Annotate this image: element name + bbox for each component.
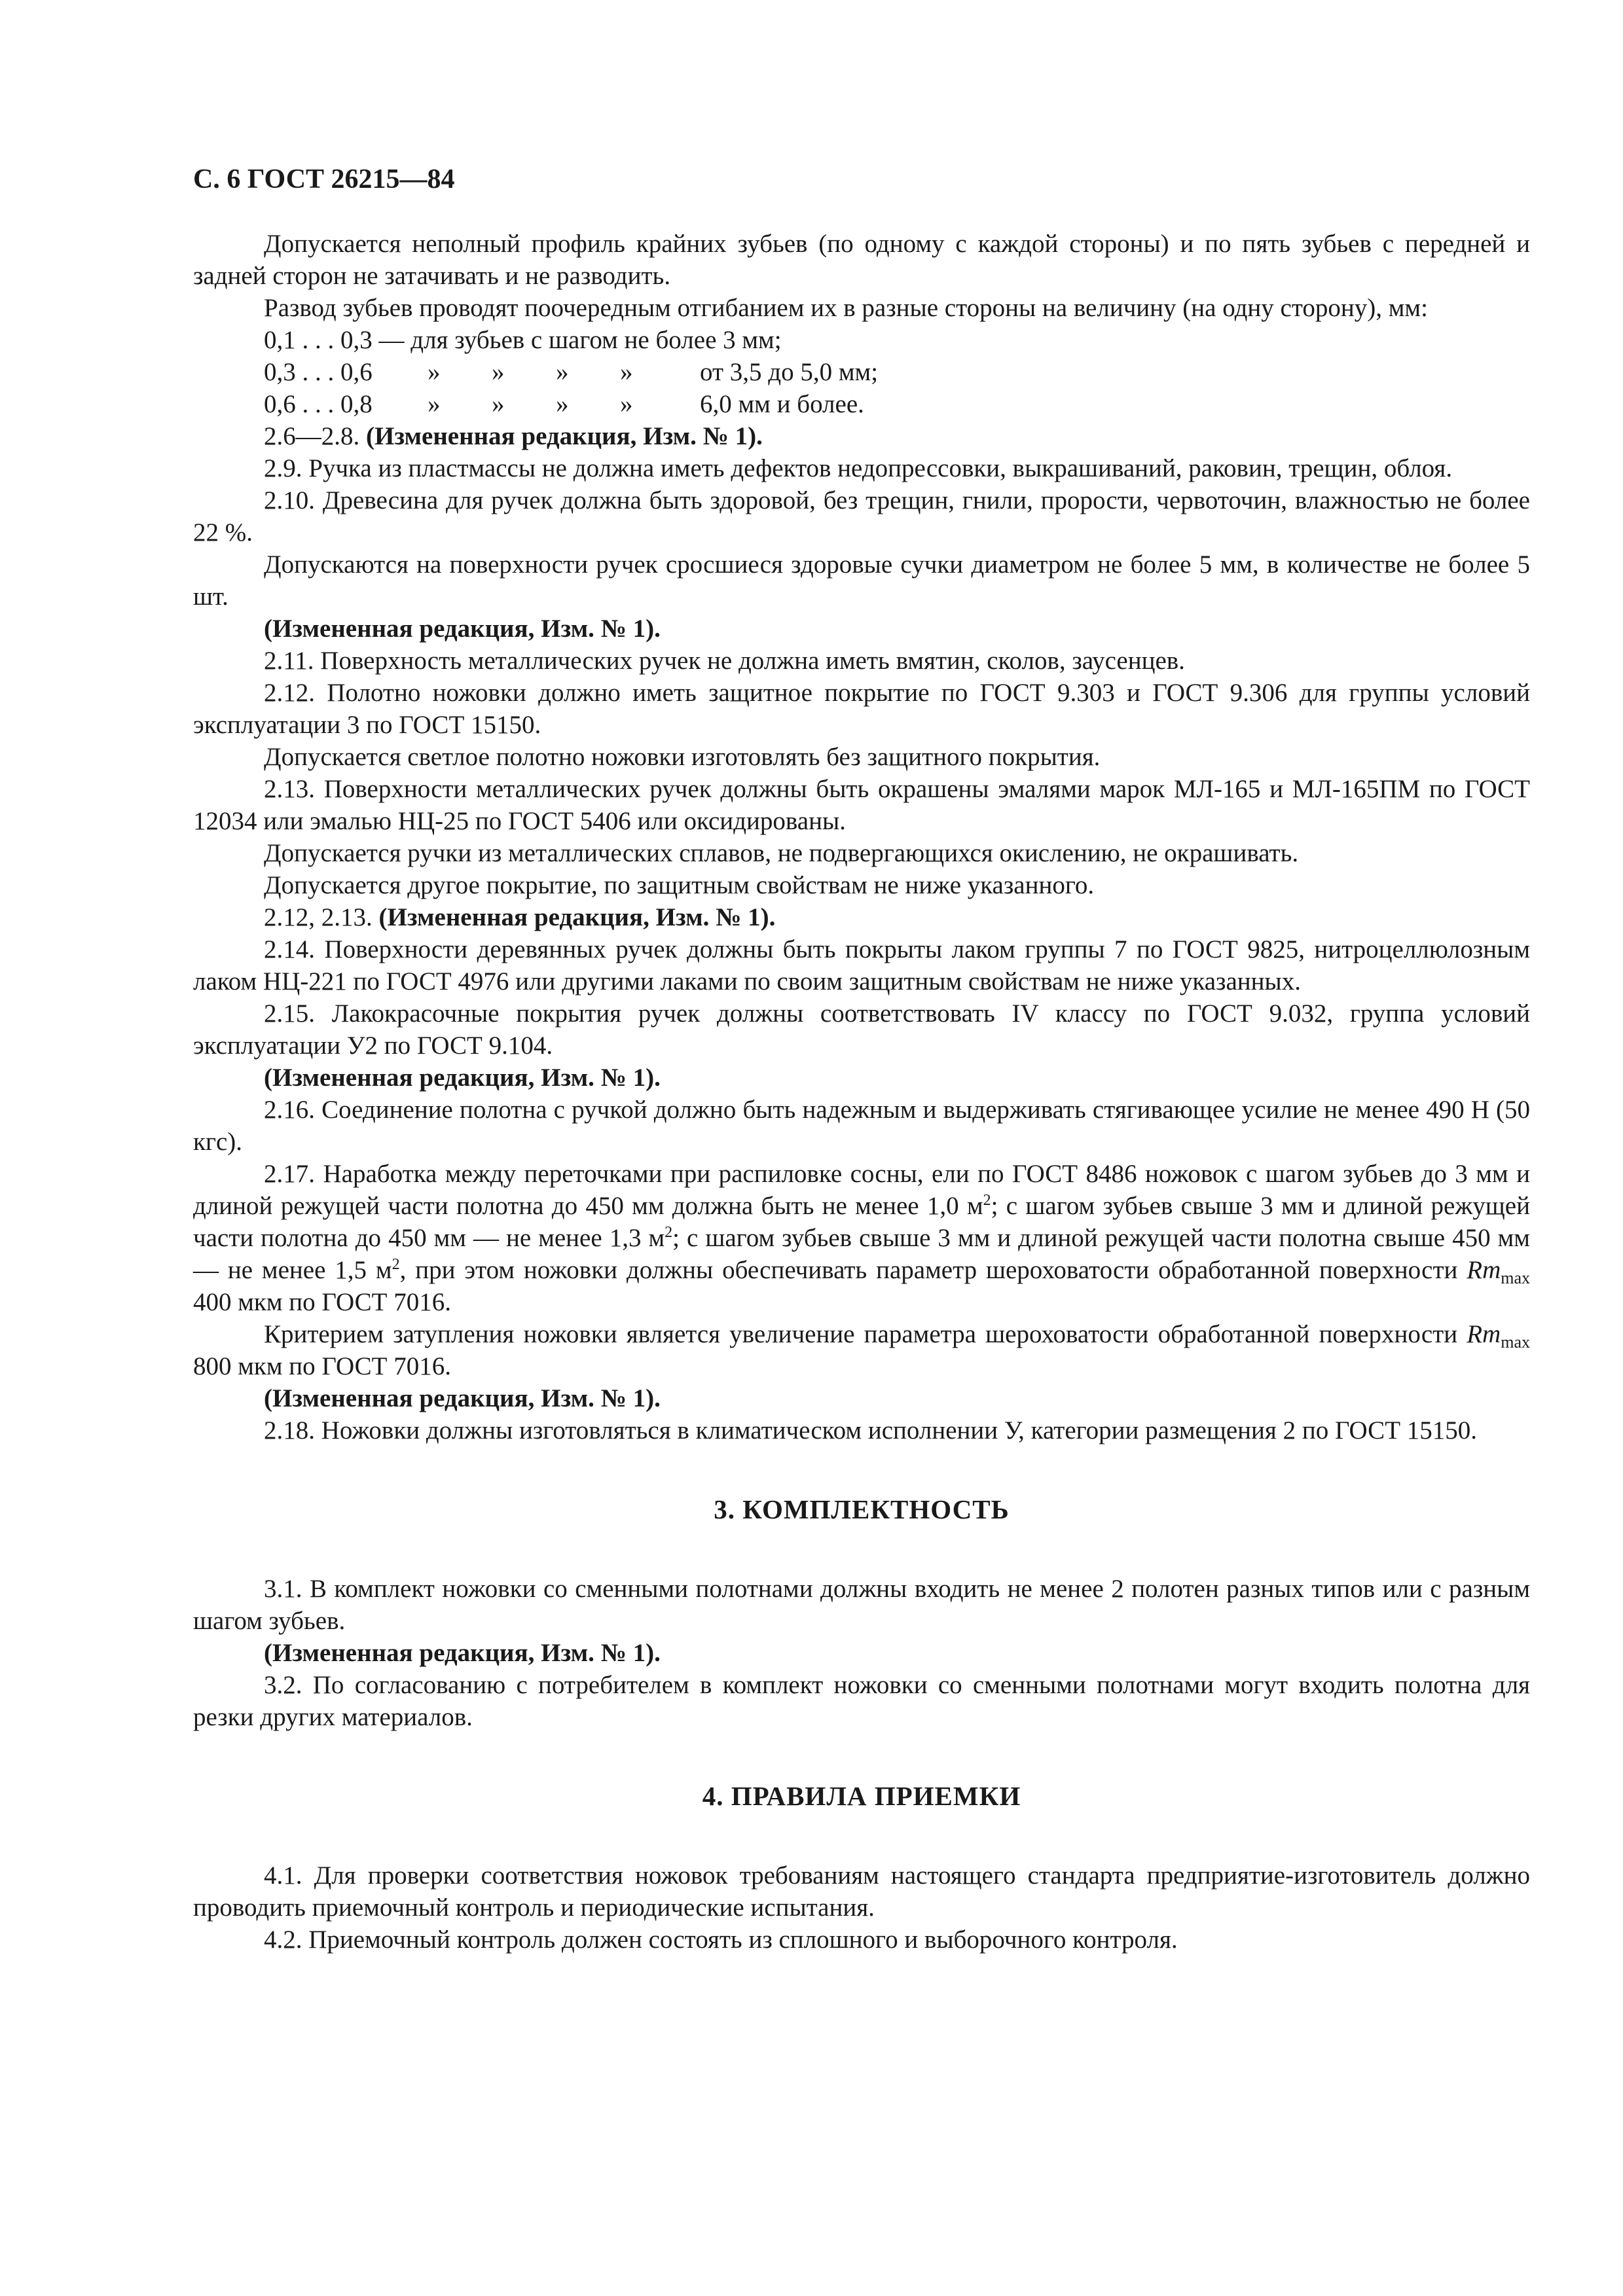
- paragraph: Допускаются на поверхности ручек сросшиеся здоровые сучки диаметром не более 5 мм, в количестве не более 5 шт.: [193, 550, 1530, 611]
- revision-note: 2.12, 2.13. (Измененная редакция, Изм. № 1).: [264, 903, 776, 931]
- set-row-text: 0,1 . . . 0,3 — для зубьев с шагом не более 3 мм;: [264, 326, 782, 354]
- paragraph: Допускается ручки из металлических сплавов, не подвергающихся окислению, не окрашивать.: [264, 839, 1299, 867]
- set-text: от 3,5 до 5,0 мм;: [700, 358, 879, 386]
- paragraph-4-1: 4.1. Для проверки соответствия ножовок требованиям настоящего стандарта предприятие-изготовитель должно проводить приемочный контроль и периодические испытания.: [193, 1861, 1530, 1922]
- revision-note: (Измененная редакция, Изм. № 1).: [264, 1384, 661, 1412]
- paragraph: Допускается светлое полотно ножовки изготовлять без защитного покрытия.: [264, 743, 1101, 771]
- set-row-3: [193, 388, 1530, 420]
- set-row-2: [193, 356, 1530, 388]
- paragraph-2-18: 2.18. Ножовки должны изготовляться в климатическом исполнении У, категории размещения 2 по ГОСТ 15150.: [264, 1416, 1478, 1444]
- paragraph-2-12: 2.12. Полотно ножовки должно иметь защитное покрытие по ГОСТ 9.303 и ГОСТ 9.306 для группы условий эксплуатации 3 по ГОСТ 15150.: [193, 679, 1530, 739]
- page-header: С. 6 ГОСТ 26215—84: [193, 164, 455, 194]
- paragraph-2-10: 2.10. Древесина для ручек должна быть здоровой, без трещин, гнили, прорости, червоточин, влажностью не более 22 %.: [193, 486, 1530, 547]
- ditto-mark: »: [620, 390, 633, 418]
- revision-note: (Измененная редакция, Изм. № 1).: [264, 615, 661, 643]
- ditto-mark: »: [492, 358, 505, 386]
- ditto-mark: »: [556, 358, 569, 386]
- ditto-mark: »: [556, 390, 569, 418]
- section-heading-4: 4. ПРАВИЛА ПРИЕМКИ: [702, 1781, 1021, 1811]
- paragraph-3-1: 3.1. В комплект ножовки со сменными полотнами должны входить не менее 2 полотен разных типов или с разным шагом зубьев.: [193, 1575, 1530, 1635]
- paragraph: Развод зубьев проводят поочередным отгибанием их в разные стороны на величину (на одну сторону), мм:: [264, 294, 1428, 322]
- revision-note: (Измененная редакция, Изм. № 1).: [264, 1064, 661, 1092]
- ditto-mark: »: [620, 358, 633, 386]
- paragraph-2-15: 2.15. Лакокрасочные покрытия ручек должны соответствовать IV классу по ГОСТ 9.032, группа условий эксплуатации У2 по ГОСТ 9.104.: [193, 999, 1530, 1060]
- paragraph-2-13: 2.13. Поверхности металлических ручек должны быть окрашены эмалями марок МЛ-165 и МЛ-165ПМ по ГОСТ 12034 или эмалью НЦ-25 по ГОСТ 5406 или оксидированы.: [193, 775, 1530, 835]
- set-text: 6,0 мм и более.: [700, 390, 864, 418]
- paragraph-2-14: 2.14. Поверхности деревянных ручек должны быть покрыты лаком группы 7 по ГОСТ 9825, нитроцеллюлозным лаком НЦ-221 по ГОСТ 4976 или другими лаками по своим защитным свойствам не ниже указанных.: [193, 935, 1530, 996]
- ditto-mark: »: [428, 358, 441, 386]
- paragraph-2-16: 2.16. Соединение полотна с ручкой должно быть надежным и выдерживать стягивающее усилие не менее 490 Н (50 кгс).: [193, 1096, 1530, 1156]
- ditto-mark: »: [492, 390, 505, 418]
- paragraph-4-2: 4.2. Приемочный контроль должен состоять из сплошного и выборочного контроля.: [264, 1926, 1178, 1954]
- revision-note: (Измененная редакция, Изм. № 1).: [264, 1639, 661, 1667]
- paragraph: Допускается неполный профиль крайних зубьев (по одному с каждой стороны) и по пять зубьев с передней и задней сторон не затачивать и не разводить.: [193, 230, 1530, 290]
- paragraph-3-2: 3.2. По согласованию с потребителем в комплект ножовки со сменными полотнами могут входить полотна для резки других материалов.: [193, 1671, 1530, 1731]
- section-heading-3: 3. КОМПЛЕКТНОСТЬ: [714, 1494, 1010, 1524]
- document-body: [193, 228, 1530, 1956]
- set-range: 0,3 . . . 0,6: [264, 358, 373, 386]
- paragraph-2-11: 2.11. Поверхность металлических ручек не должна иметь вмятин, сколов, заусенцев.: [264, 647, 1185, 675]
- ditto-mark: »: [428, 390, 441, 418]
- paragraph: Допускается другое покрытие, по защитным свойствам не ниже указанного.: [264, 871, 1095, 899]
- paragraph-2-17: 2.17. Наработка между переточками при распиловке сосны, ели по ГОСТ 8486 ножовок с шагом зубьев до 3 мм и длиной режущей части полотна до 450 мм должна быть не менее 1,0 $м^2$; с шагом зубьев свыше 3 мм и длиной режущей части полотна до 450 мм — не менее 1,3 $м^2$; с шагом зубьев свыше 3 мм и длиной режущей части полотна свыше 450 мм — не менее 1,5 $м^2$, при этом ножовки должны обеспечивать параметр шероховатости обработанной поверхности $Rm_{max}$ 400 мкм по ГОСТ 7016.: [193, 1160, 1531, 1316]
- paragraph: Критерием затупления ножовки является увеличение параметра шероховатости обработанной поверхности $Rm_{max}$ 800 мкм по ГОСТ 7016.: [193, 1320, 1530, 1380]
- revision-note: 2.6—2.8. (Измененная редакция, Изм. № 1).: [264, 422, 763, 450]
- set-range: 0,6 . . . 0,8: [264, 390, 373, 418]
- paragraph-2-9: 2.9. Ручка из пластмассы не должна иметь дефектов недопрессовки, выкрашиваний, раковин, трещин, облоя.: [264, 454, 1453, 482]
- set-row-1: [193, 324, 1530, 356]
